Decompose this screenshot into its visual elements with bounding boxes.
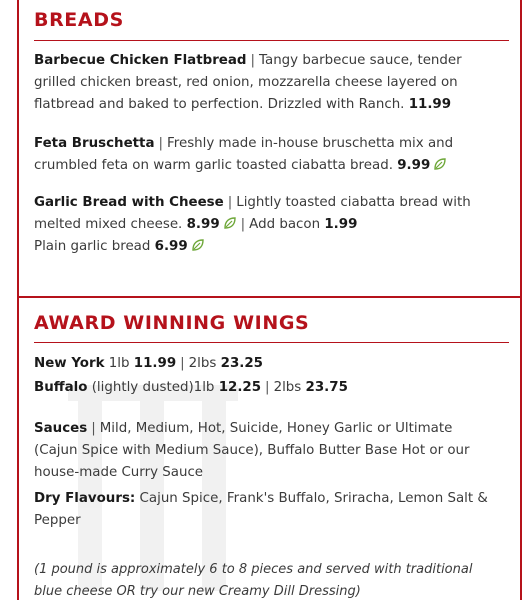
addon-label: Add bacon [249, 217, 321, 232]
sauces-label: Sauces [34, 421, 88, 436]
vegetarian-leaf-icon [191, 238, 205, 252]
size-2: 2lbs [188, 356, 217, 371]
size-1: 1lb [108, 356, 130, 371]
size-1: 1lb [193, 380, 215, 395]
item-name: Buffalo [34, 380, 88, 395]
item-description: Tangy barbecue sauce, tender grilled chicken breast, red onion, mozzarella cheese layered on flatbread and baked to perfection. Drizzled with Ranch. [34, 53, 462, 112]
price-1: 11.99 [133, 356, 177, 371]
item-name: Feta Bruschetta [34, 136, 155, 151]
item-price: 8.99 [186, 217, 220, 232]
addon-price: 1.99 [324, 217, 358, 232]
menu-item-feta-bruschetta: Feta Bruschetta | Freshly made in-house bruschetta mix and crumbled feta on warm garlic toasted ciabatta bread. 9.99 [34, 136, 454, 173]
dry-flavours-label: Dry Flavours [34, 491, 130, 506]
item-name: Barbecue Chicken Flatbread [34, 53, 247, 68]
item-description: Lightly toasted ciabatta bread with melted mixed cheese. [34, 195, 471, 232]
vegetarian-leaf-icon [433, 157, 447, 171]
menu-item-garlic-bread-with-cheese: Garlic Bread with Cheese | Lightly toasted ciabatta bread with melted mixed cheese. 8.99 | Add bacon 1.99 Plain garlic bread 6.99 [34, 195, 471, 254]
wing-sauces: Sauces | Mild, Medium, Hot, Suicide, Honey Garlic or Ultimate (Cajun Spice with Medium Sauce), Buffalo Butter Base Hot or our house-made Curry Sauce [34, 421, 470, 480]
plain-garlic-bread-price: 6.99 [154, 239, 188, 254]
menu-item-buffalo-wings: Buffalo (lightly dusted)1lb 12.25 | 2lbs 23.75 [34, 380, 348, 395]
sauces-text: Mild, Medium, Hot, Suicide, Honey Garlic or Ultimate (Cajun Spice with Medium Sauce), Buffalo Butter Base Hot or our house-made Curry Sauce [34, 421, 470, 480]
plain-garlic-bread-label: Plain garlic bread [34, 239, 151, 254]
size-2: 2lbs [273, 380, 302, 395]
item-qualifier: (lightly dusted) [91, 380, 194, 395]
item-description: Freshly made in-house bruschetta mix and crumbled feta on warm garlic toasted ciabatta bread. [34, 136, 454, 173]
wings-title-rule [34, 342, 509, 343]
price-1: 12.25 [218, 380, 262, 395]
wing-dry-flavours: Dry Flavours: Cajun Spice, Frank's Buffalo, Sriracha, Lemon Salt & Pepper [34, 491, 488, 528]
item-name: New York [34, 356, 105, 371]
vegetarian-leaf-icon [223, 216, 237, 230]
menu-item-new-york-wings: New York 1lb 11.99 | 2lbs 23.25 [34, 356, 263, 371]
item-price: 11.99 [408, 97, 452, 112]
price-2: 23.25 [220, 356, 263, 371]
breads-section-title: BREADS [34, 9, 124, 31]
wings-section-title: AWARD WINNING WINGS [34, 312, 310, 334]
menu-frame-left-border [17, 0, 19, 600]
section-divider [17, 296, 522, 298]
price-2: 23.75 [305, 380, 348, 395]
item-name: Garlic Bread with Cheese [34, 195, 224, 210]
item-price: 9.99 [397, 158, 431, 173]
wings-serving-note: (1 pound is approximately 6 to 8 pieces and served with traditional blue cheese OR try our new Creamy Dill Dressing) [34, 562, 473, 599]
dry-flavours-text: Cajun Spice, Frank's Buffalo, Sriracha, Lemon Salt & Pepper [34, 491, 488, 528]
breads-title-rule [34, 40, 509, 41]
menu-item-bbq-chicken-flatbread: Barbecue Chicken Flatbread | Tangy barbecue sauce, tender grilled chicken breast, red onion, mozzarella cheese layered on flatbread and baked to perfection. Drizzled with Ranch. 11.99 [34, 53, 462, 112]
